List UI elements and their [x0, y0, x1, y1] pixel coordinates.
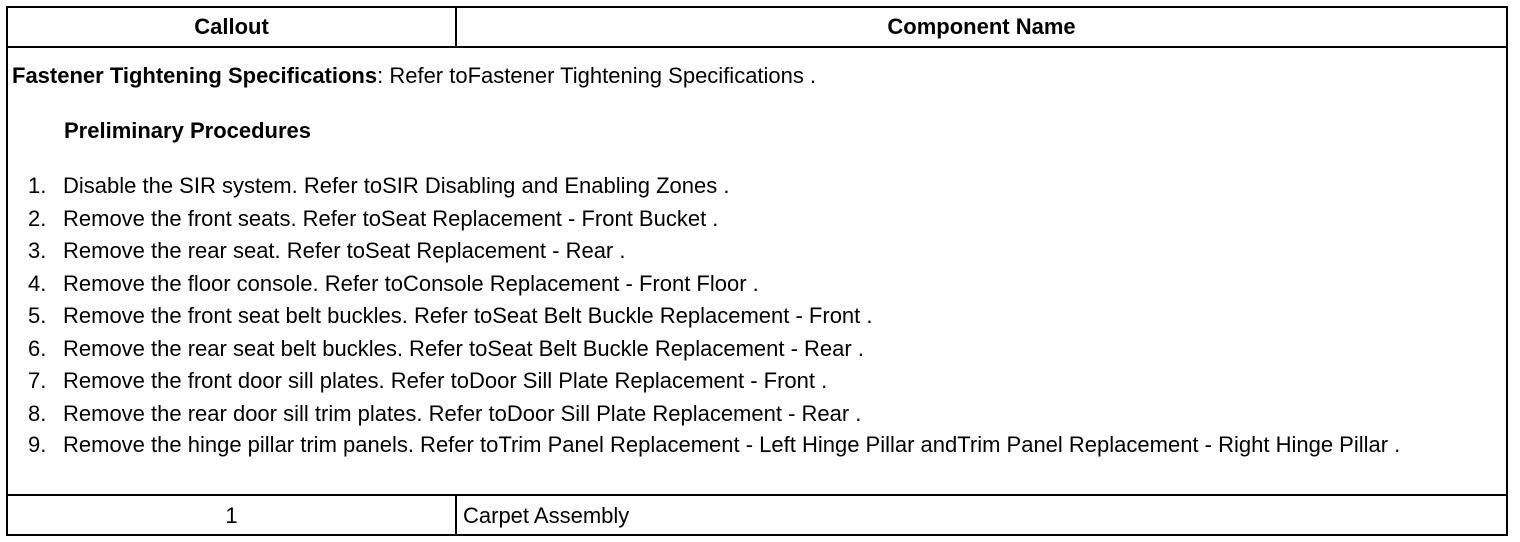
step-text: Disable the SIR system. Refer toSIR Disabling and Enabling Zones .: [63, 173, 730, 198]
step-number: 6.: [28, 335, 47, 361]
step-text: Remove the front seats. Refer toSeat Replacement - Front Bucket .: [63, 205, 719, 231]
callout-cell: 1: [8, 496, 457, 536]
step-number: 1.: [28, 173, 47, 198]
list-item: [12, 365, 1506, 398]
component-name-cell: Carpet Assembly: [463, 503, 630, 528]
list-item: [12, 170, 1506, 203]
list-item: [12, 398, 1506, 431]
list-item: [12, 203, 1506, 236]
table-row: [8, 496, 1506, 536]
list-item: [12, 333, 1506, 366]
step-number: 5.: [28, 303, 47, 328]
step-text: Remove the floor console. Refer toConsole Replacement - Front Floor .: [63, 270, 759, 296]
step-text: Remove the hinge pillar trim panels. Refer toTrim Panel Replacement - Left Hinge Pillar andTrim Panel Replacement - Right Hinge Pillar .: [63, 432, 1401, 457]
component-name-column-header: Component Name: [887, 14, 1076, 39]
step-number: 9.: [28, 432, 47, 457]
step-text: Remove the rear door sill trim plates. Refer toDoor Sill Plate Replacement - Rear .: [63, 400, 862, 426]
component-table: [6, 6, 1508, 536]
list-item: [12, 235, 1506, 268]
list-item: [12, 430, 1506, 460]
step-number: 8.: [28, 400, 47, 426]
preliminary-procedures-title: Preliminary Procedures: [64, 118, 312, 143]
step-text: Remove the rear seat. Refer toSeat Replacement - Rear .: [63, 238, 626, 263]
list-item: [12, 268, 1506, 301]
step-number: 2.: [28, 205, 47, 231]
procedure-steps-list: [12, 170, 1506, 460]
procedure-cell: [8, 48, 1506, 494]
step-text: Remove the front seat belt buckles. Refer toSeat Belt Buckle Replacement - Front .: [63, 303, 873, 328]
fastener-spec-line: [12, 60, 1506, 92]
step-number: 4.: [28, 270, 47, 296]
fastener-spec-label: Fastener Tightening Specifications: [12, 63, 378, 88]
step-number: 3.: [28, 238, 47, 263]
fastener-spec-text: : Refer toFastener Tightening Specifications .: [377, 63, 817, 88]
step-text: Remove the rear seat belt buckles. Refer toSeat Belt Buckle Replacement - Rear .: [63, 335, 864, 361]
procedure-row: [8, 48, 1506, 496]
list-item: [12, 300, 1506, 333]
table-header-row: [8, 8, 1506, 48]
callout-column-header: Callout: [8, 8, 457, 46]
step-number: 7.: [28, 368, 47, 393]
step-text: Remove the front door sill plates. Refer toDoor Sill Plate Replacement - Front .: [63, 368, 828, 393]
